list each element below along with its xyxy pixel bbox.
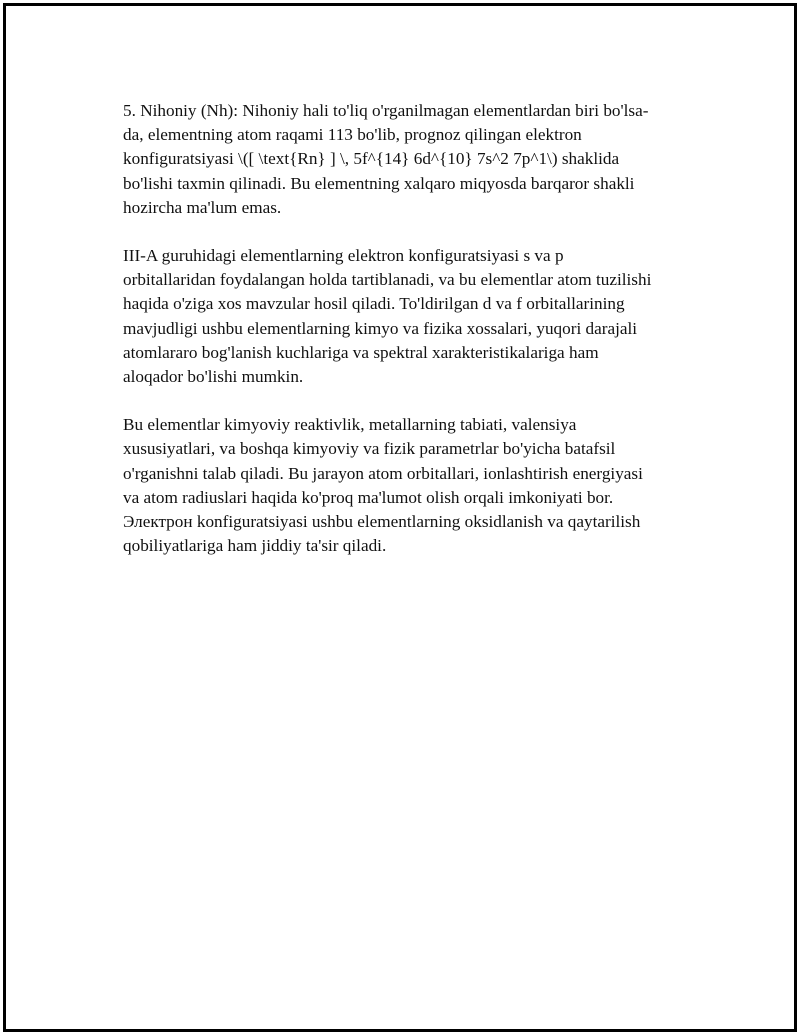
page-frame <box>3 3 797 1032</box>
paragraph-nihoniy: 5. Nihoniy (Nh): Nihoniy hali to'liq o'rganilmagan elementlardan biri bo'lsa- da, elementning atom raqami 113 bo'lib, prognoz qilingan elektron konfiguratsiyasi \([ \text{Rn} ] \, 5f^{14} 6d^{10} 7s^2 7p^1\) shaklida bo'lishi taxmin qilinadi. Bu elementning xalqaro miqyosda barqaror shakli hozircha ma'lum emas. <box>123 101 649 217</box>
paragraph-group-configuration: III-A guruhidagi elementlarning elektron konfiguratsiyasi s va p orbitallaridan foydalangan holda tartiblanadi, va bu elementlar atom tuzilishi haqida o'ziga xos mavzular hosil qiladi. To'ldirilgan d va f orbitallarining mavjudligi ushbu elementlarning kimyo va fizika xossalari, yuqori darajali atomlararo bog'lanish kuchlariga va spektral xarakteristikalariga ham aloqador bo'lishi mumkin. <box>123 246 652 387</box>
document-body <box>123 99 713 582</box>
paragraph-chemical-properties: Bu elementlar kimyoviy reaktivlik, metallarning tabiati, valensiya xususiyatlari, va boshqa kimyoviy va fizik parametrlar bo'yicha batafsil o'rganishni talab qiladi. Bu jarayon atom orbitallari, ionlashtirish energiyasi va atom radiuslari haqida ko'proq ma'lumot olish orqali imkoniyati bor. Электрон konfiguratsiyasi ushbu elementlarning oksidlanish va qaytarilish qobiliyatlariga ham jiddiy ta'sir qiladi. <box>123 415 643 556</box>
